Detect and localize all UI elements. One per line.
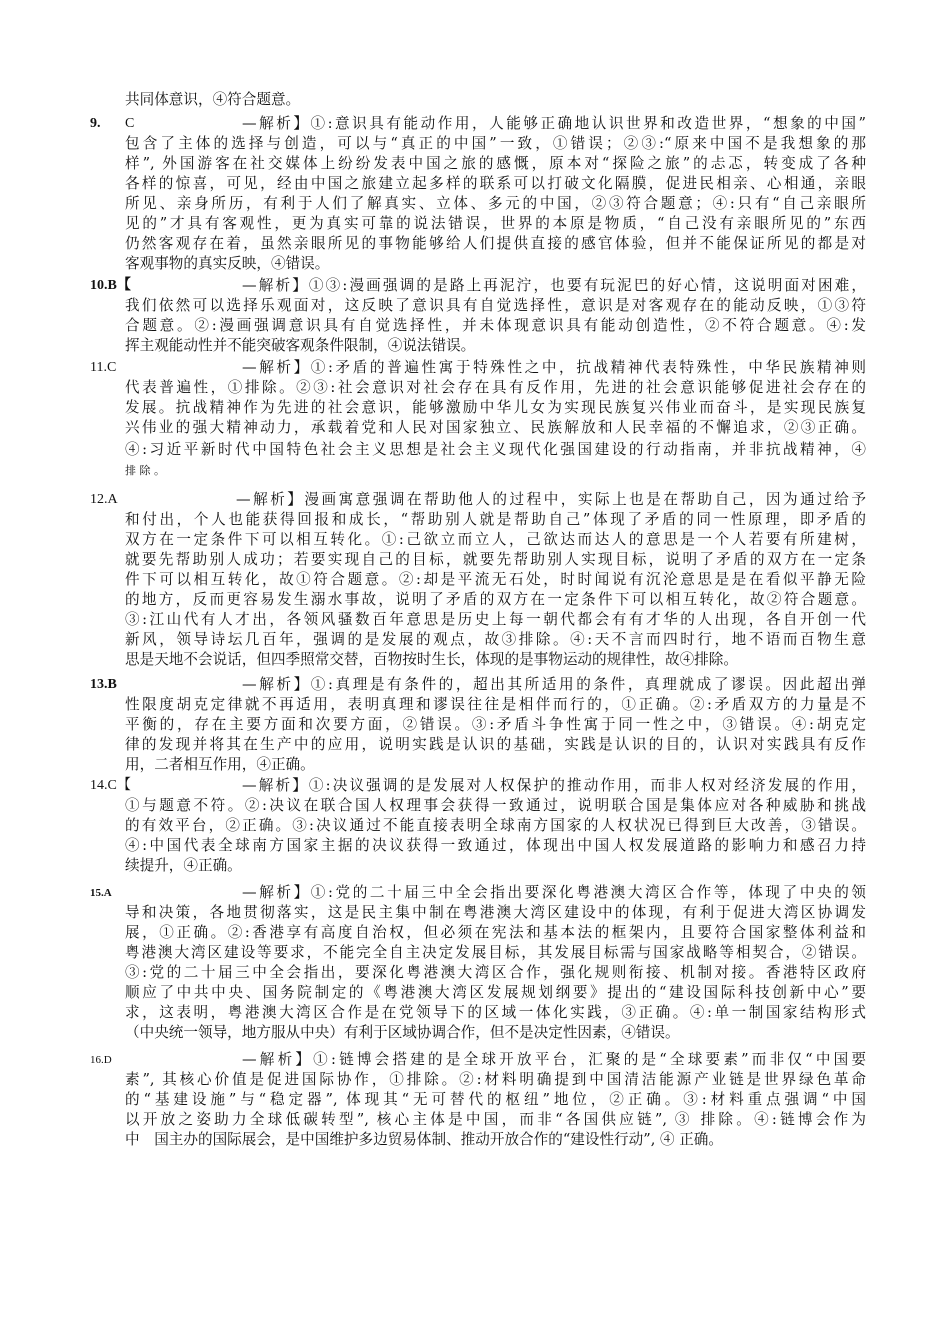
analysis-line: —解析】①:真理是有条件的，超出其所适用的条件，真理就成了谬误。因此超出弹 [242,676,866,693]
analysis-line: —解析】①:意识具有能动作用，人能够正确地认识世界和改造世界，“想象的中国” [242,115,866,132]
analysis-line: 续提升，④正确。 [125,857,242,874]
analysis-line: —解析】漫画寓意强调在帮助他人的过程中，实际上也是在帮助自己，因为通过给予 [236,491,866,508]
analysis-line: 样”, 外国游客在社交媒体上纷纷发表中国之旅的感慨，原本对“探险之旅”的忐忑，转变成了各种 [125,155,866,172]
analysis-line: ①与题意不符。②:决议在联合国人权理事会获得一致通过，说明联合国是集体应对各种威胁和挑战 [125,797,866,814]
analysis-line: 包含了主体的选择与创造，可以与“真正的中国”一致，①错误；②③:“原来中国不是我想象的那 [125,135,866,152]
analysis-line: 件下可以相互转化，故①符合题意。②:却是平流无石处，时时闻说有沉沦意思是是在看似平静无险 [125,571,866,588]
question-number-14: 14.C【 [90,778,131,793]
analysis-line: 就要先帮助别人成功；若要实现自己的目标，就要先帮助别人实现目标，说明了矛盾的双方在一定条 [125,551,866,568]
analysis-line: 我们依然可以选择乐观面对，这反映了意识具有自觉选择性，意识是对客观存在的能动反映，①③符 [125,297,866,314]
analysis-line: 的有效平台，②正确。③:决议通过不能直接表明全球南方国家的人权状况已得到巨大改善，③错误。 [125,817,866,834]
continuation-line: 共同体意识，④符合题意。 [125,91,301,108]
analysis-line: 以开放之姿助力全球低碳转型”, 核心主体是中国，而非“各国供应链”, ③ 排除。④:链博会作为 [125,1111,866,1128]
analysis-line: 见的”才具有客观性，更为真实可靠的说法错误，世界的本原是物质，“自己没有亲眼所见的”东西 [125,215,866,232]
analysis-line: ④:习近平新时代中国特色社会主义思想是社会主义现代化强国建设的行动指南，并非抗战精神，④ [125,441,866,458]
answer-letter-9: C [125,116,135,131]
question-number-12: 12.A [90,492,118,507]
analysis-line: 展，①正确。②:香港享有高度自治权，但必须在宪法和基本法的框架内，且要符合国家整体利益和 [125,924,866,941]
analysis-line: —解析】①:党的二十届三中全会指出要深化粤港澳大湾区合作等，体现了中央的领 [242,884,866,901]
analysis-line: 所见、亲身所历，有利于人们了解真实、立体、多元的中国，②③符合题意；④:只有“自己亲眼所 [125,195,866,212]
analysis-line: ③:党的二十届三中全会指出，要深化粤港澳大湾区合作，强化规则衔接、机制对接。香港特区政府 [125,964,866,981]
analysis-line: 双方在一定条件下可以相互转化。①:己欲立而立人，己欲达而达人的意思是一个人若要有所建树， [125,531,866,548]
analysis-line: 性限度胡克定律就不再适用，表明真理和谬误往往是相伴而行的，①正确。②:矛盾双方的力量是不 [125,696,866,713]
analysis-line: 思是天地不会说话，但四季照常交替，百物按时生长，体现的是事物运动的规律性，故④排除。 [125,651,738,668]
analysis-line: （中央统一领导，地方服从中央）有利于区域协调合作，但不是决定性因素，④错误。 [125,1024,680,1041]
question-number-13: 13.B [90,677,117,692]
analysis-line: —解析】①③:漫画强调的是路上再泥泞，也要有玩泥巴的好心情，这说明面对困难， [242,277,866,294]
analysis-line: 平衡的，存在主要方面和次要方面，②错误。③:矛盾斗争性寓于同一性之中，③错误。④:胡克定 [125,716,866,733]
analysis-line: 挥主观能动性并不能突破客观条件限制，④说法错误。 [125,337,476,354]
analysis-line: 各样的惊喜，可见，经由中国之旅建立起多样的联系可以打破文化隔膜，促进民相亲、心相通，亲眼 [125,175,866,192]
analysis-line: 客观事物的真实反映，④错误。 [125,255,330,272]
analysis-line: 代表普遍性，①排除。②③:社会意识对社会存在具有反作用，先进的社会意识能够促进社会存在的 [125,379,866,396]
question-number-15: 15.A [90,887,112,899]
question-number-16: 16.D [90,1054,112,1066]
analysis-line: —解析】①:决议强调的是发展对人权保护的推动作用，而非人权对经济发展的作用， [242,777,866,794]
analysis-line: 兴伟业的强大精神动力，承载着党和人民对国家独立、民族解放和人民幸福的不懈追求，②③正确。 [125,419,866,436]
question-number-10: 10.B【 [90,278,131,293]
analysis-line: —解析】①:矛盾的普遍性寓于特殊性之中，抗战精神代表特殊性，中华民族精神则 [242,359,866,376]
analysis-line: —解析】①:链博会搭建的是全球开放平台，汇聚的是“全球要素”而非仅“中国要 [242,1051,866,1068]
question-number-9: 9. [90,116,101,131]
analysis-line: 顺应了中共中央、国务院制定的《粤港澳大湾区发展规划纲要》提出的“建设国际科技创新中心”要 [125,984,866,1001]
analysis-line: 和付出，个人也能获得回报和成长，“帮助别人就是帮助自己”体现了矛盾的同一性原理，即矛盾的 [125,511,866,528]
analysis-line: 律的发现并将其在生产中的应用，说明实践是认识的基础，实践是认识的目的，认识对实践具有反作 [125,736,866,753]
analysis-line: 的地方，反而更容易发生溺水事故，说明了矛盾的双方在一定条件下可以相互转化，故②符合题意。 [125,591,866,608]
analysis-line: ③:江山代有人才出，各领风骚数百年意思是历史上每一朝代都会有有才华的人出现，各自开创一代 [125,611,866,628]
analysis-line: 中 国主办的国际展会，是中国维护多边贸易体制、推动开放合作的“建设性行动”, ④ 正确。 [125,1131,723,1148]
question-number-11: 11.C [90,360,117,375]
analysis-line: 导和决策，各地贯彻落实，这是民主集中制在粤港澳大湾区建设中的体现，有利于促进大湾区协调发 [125,904,866,921]
analysis-line: 仍然客观存在着，虽然亲眼所见的事物能够给人们提供直接的感官体验，但并不能保证所见的都是对 [125,235,866,252]
analysis-line: 的“基建设施”与“稳定器”, 体现其“无可替代的枢纽”地位，②正确。③:材料重点强调“中国 [125,1091,866,1108]
analysis-line: 合题意。②:漫画强调意识具有自觉选择性，并未体现意识具有能动创造性，②不符合题意。④:发 [125,317,866,334]
analysis-line: 求，这表明，粤港澳大湾区合作是在党领导下的区域一体化实践，③正确。④:单一制国家结构形式 [125,1004,866,1021]
analysis-line: 新风，领导诗坛几百年，强调的是发展的观点，故③排除。④:天不言而四时行，地不语而百物生意 [125,631,866,648]
analysis-line: 粤港澳大湾区建设等要求，不能完全自主决定发展目标，其发展目标需与国家战略等相契合，②错误。 [125,944,866,961]
analysis-line: 素”, 其核心价值是促进国际协作，①排除。②:材料明确提到中国清洁能源产业链是世界绿色革命 [125,1071,866,1088]
analysis-line: 排 除 。 [125,464,165,477]
analysis-line: 用，二者相互作用，④正确。 [125,756,315,773]
analysis-line: 发展。抗战精神作为先进的社会意识，能够激励中华儿女为实现民族复兴伟业而奋斗，是实现民族复 [125,399,866,416]
analysis-line: ④:中国代表全球南方国家主据的决议获得一致通过，体现出中国人权发展道路的影响力和感召力持 [125,837,866,854]
